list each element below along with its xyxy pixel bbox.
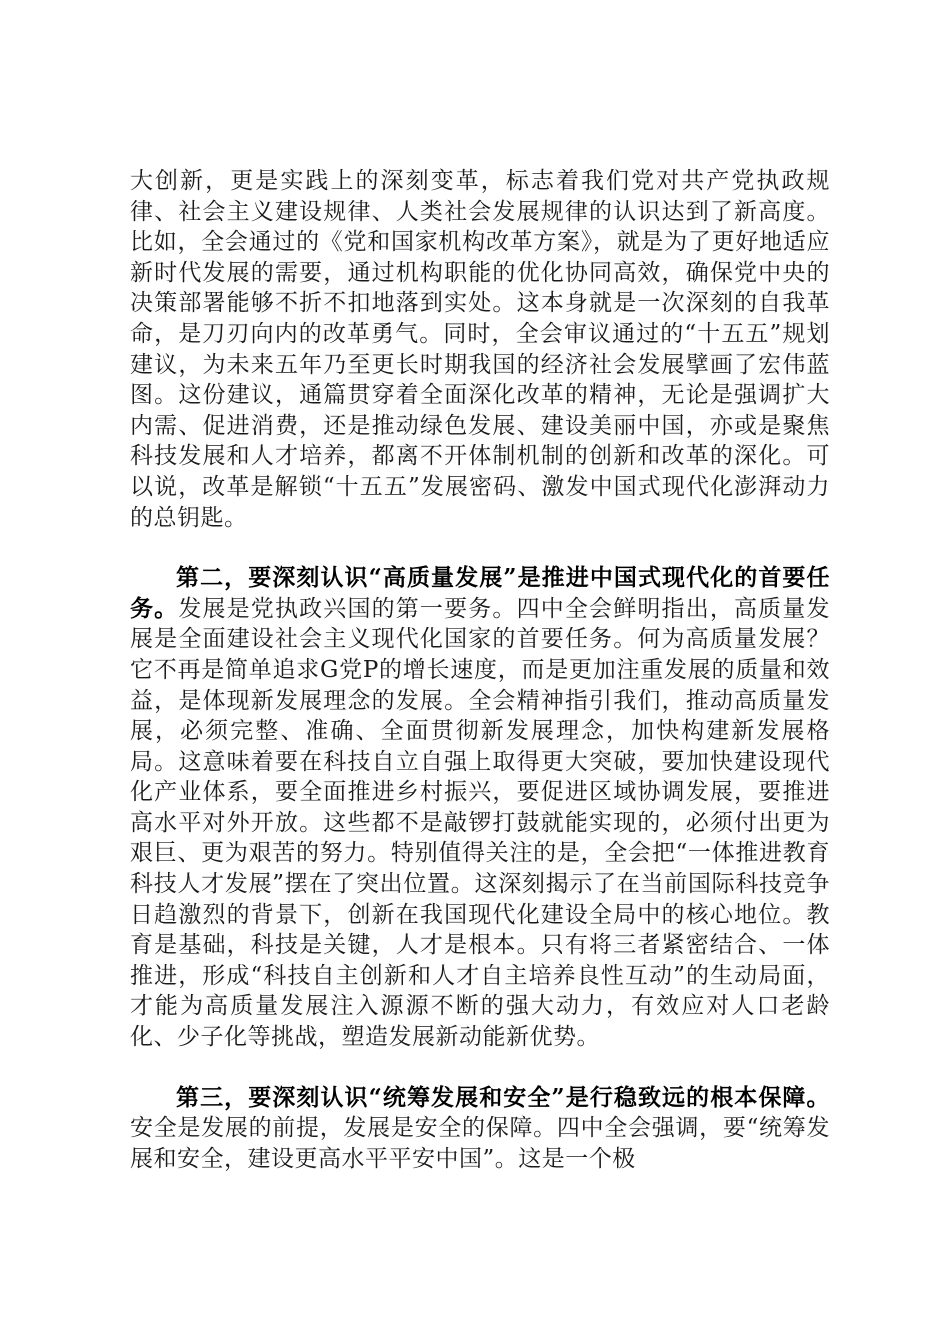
paragraph-body: 大创新，更是实践上的深刻变革，标志着我们党对共产党执政规律、社会主义建设规律、人类社会发展规律的认识达到了新高度。比如，全会通过的《党和国家机构改革方案》，就是为了更好地适应新时代发展的需要，通过机构职能的优化协同高效，确保党中央的决策部署能够不折不扣地落到实处。这本身就是一次深刻的自我革命，是刀刃向内的改革勇气。同时，全会审议通过的“十五五”规划建议，为未来五年乃至更长时期我国的经济社会发展擘画了宏伟蓝图。这份建议，通篇贯穿着全面深化改革的精神，无论是强调扩大内需、促进消费，还是推动绿色发展、建设美丽中国，亦或是聚焦科技发展和人才培养，都离不开体制机制的创新和改革的深化。可以说，改革是解锁“十五五”发展密码、激发中国式现代化澎湃动力的总钥匙。 xyxy=(130,168,830,531)
paragraph-heading: 第三，要深刻认识“统筹发展和安全”是行稳致远的根本保障。 xyxy=(176,1083,830,1111)
paragraph-third-point xyxy=(130,1083,830,1175)
paragraph-body: 发展是党执政兴国的第一要务。四中全会鲜明指出，高质量发展是全面建设社会主义现代化国家的首要任务。何为高质量发展？它不再是简单追求G党P的增长速度，而是更加注重发展的质量和效益，是体现新发展理念的发展。全会精神指引我们，推动高质量发展，必须完整、准确、全面贯彻新发展理念，加快构建新发展格局。这意味着要在科技自立自强上取得更大突破，要加快建设现代化产业体系，要全面推进乡村振兴，要促进区域协调发展，要推进高水平对外开放。这些都不是敲锣打鼓就能实现的，必须付出更为艰巨、更为艰苦的努力。特别值得关注的是，全会把“一体推进教育科技人才发展”摆在了突出位置。这深刻揭示了在当前国际科技竞争日趋激烈的背景下，创新在我国现代化建设全局中的核心地位。教育是基础，科技是关键，人才是根本。只有将三者紧密结合、一体推进，形成“科技自主创新和人才自主培养良性互动”的生动局面，才能为高质量发展注入源源不断的强大动力，有效应对人口老龄化、少子化等挑战，塑造发展新动能新优势。 xyxy=(130,595,831,1051)
paragraph-heading: 第二，要深刻认识“高质量发展”是推进中国式现代化的首要任务。 xyxy=(130,564,830,622)
document-page xyxy=(130,166,830,1174)
paragraph-second-point xyxy=(130,563,830,1053)
paragraph-body: 安全是发展的前提，发展是安全的保障。四中全会强调，要“统筹发展和安全，建设更高水平平安中国”。这是一个极 xyxy=(130,1115,830,1172)
paragraph-continuation xyxy=(130,166,830,533)
